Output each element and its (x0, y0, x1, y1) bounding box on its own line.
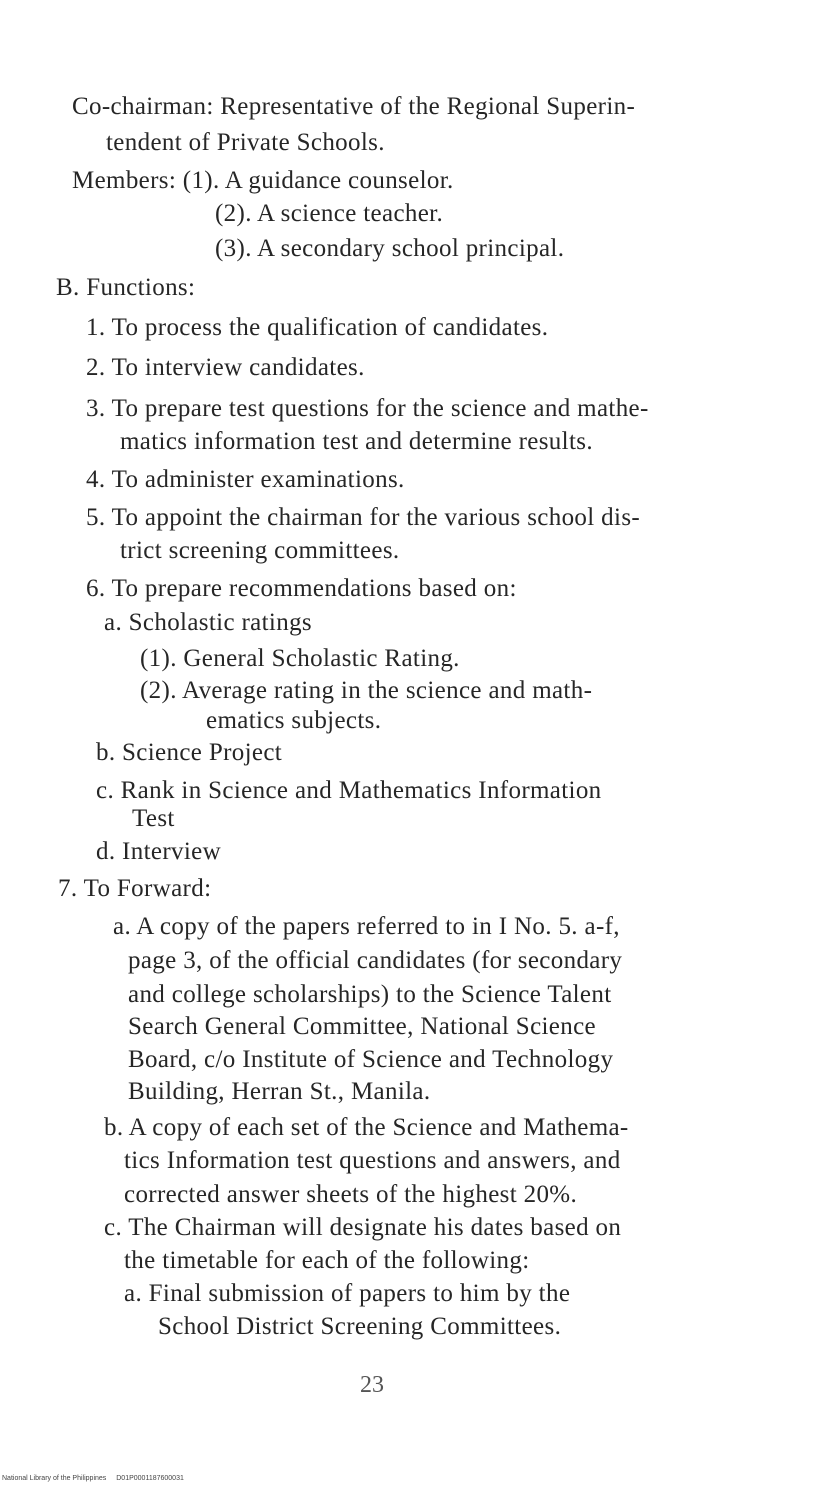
sub-item: (2). Average rating in the science and math- (140, 677, 593, 704)
document-code: D01P0001187600031 (116, 1475, 184, 1482)
list-item: 6. To prepare recommendations based on: (86, 575, 517, 602)
text-line: School District Screening Committees. (158, 1313, 562, 1340)
section-heading: B. Functions: (56, 274, 196, 301)
page-number: 23 (360, 1372, 384, 1398)
sub-item: b. Science Project (96, 739, 283, 766)
text-line: Search General Committee, National Science (128, 1013, 596, 1040)
list-item: 4. To administer examinations. (86, 466, 405, 493)
library-name: National Library of the Philippines (2, 1475, 107, 1482)
text-line: Test (132, 805, 175, 832)
section-heading: 7. To Forward: (58, 875, 212, 902)
sub-item: c. The Chairman will designate his dates based on (104, 1214, 622, 1241)
text-line: Board, c/o Institute of Science and Technology (128, 1046, 614, 1073)
sub-item: a. Scholastic ratings (104, 609, 312, 636)
sub-item: b. A copy of each set of the Science and Mathema- (104, 1114, 629, 1141)
text-line: matics information test and determine results. (120, 428, 593, 455)
list-item: 2. To interview candidates. (86, 354, 365, 381)
text-line: Building, Herran St., Manila. (128, 1078, 431, 1105)
list-item: 3. To prepare test questions for the science and mathe- (86, 395, 649, 422)
text-line: Co-chairman: Representative of the Regional Superin- (72, 93, 636, 120)
sub-item: (1). General Scholastic Rating. (140, 645, 460, 672)
scan-footer (2, 1474, 184, 1483)
sub-item: a. A copy of the papers referred to in I No. 5. a-f, (113, 913, 620, 940)
text-line: ematics subjects. (206, 707, 382, 734)
text-line: Members: (1). A guidance counselor. (72, 167, 454, 194)
sub-item: a. Final submission of papers to him by the (124, 1280, 571, 1307)
text-line: tendent of Private Schools. (106, 129, 385, 156)
text-line: page 3, of the official candidates (for secondary (128, 947, 623, 974)
sub-item: d. Interview (96, 838, 221, 865)
text-line: tics Information test questions and answers, and (124, 1147, 621, 1174)
text-line: (2). A science teacher. (215, 200, 444, 227)
text-line: and college scholarships) to the Science Talent (128, 981, 612, 1008)
sub-item: c. Rank in Science and Mathematics Information (96, 777, 602, 804)
text-line: corrected answer sheets of the highest 20%. (124, 1181, 578, 1208)
list-item: 1. To process the qualification of candidates. (86, 314, 549, 341)
list-item: 5. To appoint the chairman for the various school dis- (86, 504, 641, 531)
text-line: the timetable for each of the following: (124, 1247, 530, 1274)
text-line: (3). A secondary school principal. (215, 235, 565, 262)
text-line: trict screening committees. (120, 537, 400, 564)
